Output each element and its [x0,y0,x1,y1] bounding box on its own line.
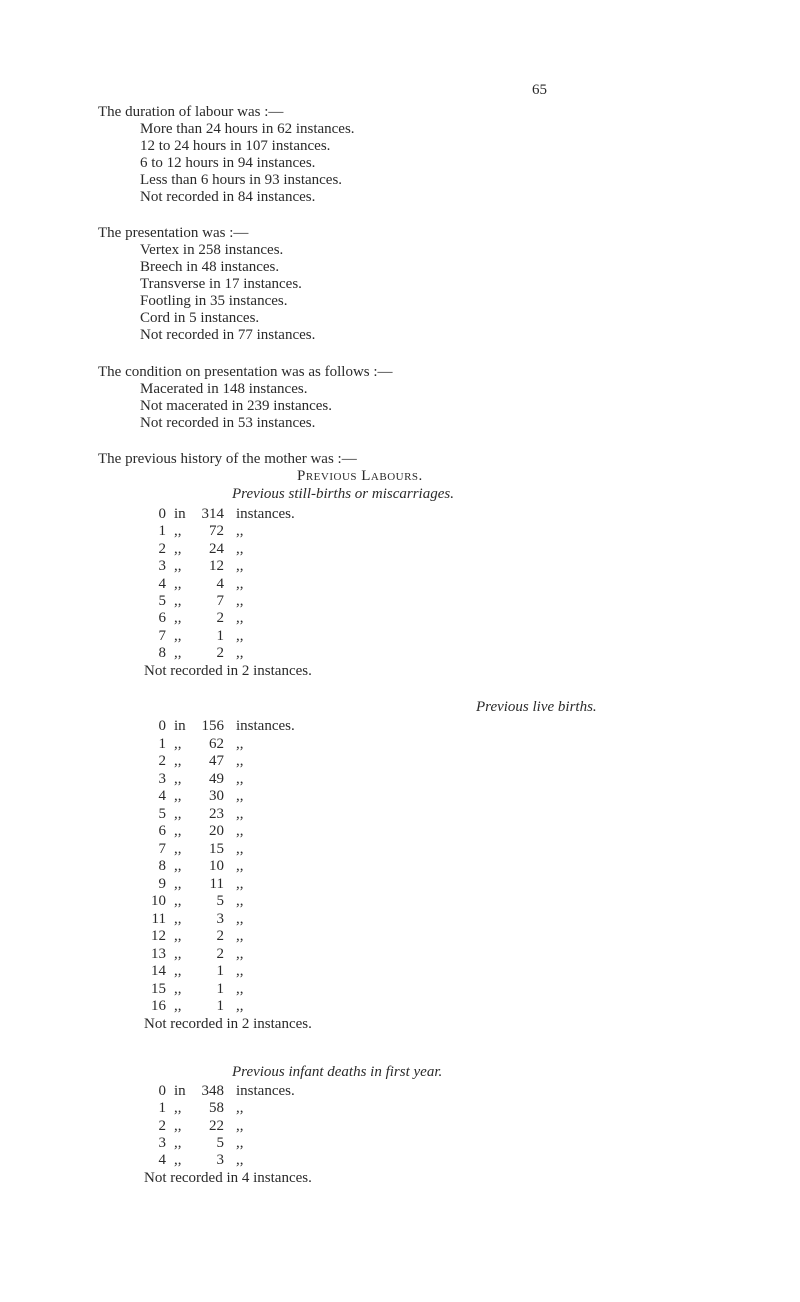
row-tail: ,, [236,540,244,557]
row-value: 2 [216,945,224,962]
not-recorded-line: Not recorded in 2 instances. [144,1015,312,1032]
row-number: 0 [158,1083,166,1099]
row-value: 2 [216,610,224,627]
row-value: 3 [216,910,224,927]
row-value: 24 [209,540,224,557]
row-number: 16 [151,998,166,1014]
row-number: 13 [151,945,166,962]
row-value: 3 [216,1152,224,1169]
row-connector: ,, [174,1100,182,1117]
row-connector: ,, [174,998,182,1014]
row-number: 12 [151,928,166,944]
presentation-item: Cord in 5 instances. [140,310,260,326]
row-connector: ,, [174,805,182,822]
row-value: 314 [201,506,224,522]
row-value: 2 [216,645,224,662]
row-connector: ,, [174,858,182,874]
labour-item: More than 24 hours in 62 instances. [140,121,355,137]
presentation-item: Transverse in 17 instances. [140,276,302,292]
row-number: 2 [158,1117,166,1134]
row-value: 1 [216,963,224,979]
row-connector: in [174,718,186,734]
row-number: 0 [158,506,166,522]
row-connector: ,, [174,1117,182,1134]
labour-item: Less than 6 hours in 93 instances. [140,172,343,188]
row-tail: ,, [236,1152,244,1169]
row-number: 3 [158,558,166,575]
row-value: 348 [201,1083,224,1099]
row-connector: ,, [174,1134,182,1151]
row-tail: ,, [236,735,244,752]
row-number: 5 [158,593,166,609]
row-number: 7 [158,627,166,644]
row-number: 3 [158,770,166,787]
row-number: 3 [158,1134,166,1151]
row-number: 5 [158,805,166,822]
labour-item: 6 to 12 hours in 94 instances. [140,155,316,171]
row-value: 30 [209,788,224,804]
row-tail: ,, [236,523,244,540]
row-tail: ,, [236,788,244,804]
labour-item: Not recorded in 84 instances. [140,189,316,205]
row-value: 47 [209,753,224,769]
row-number: 4 [158,1152,166,1169]
row-connector: ,, [174,558,182,575]
row-connector: ,, [174,593,182,609]
row-tail: ,, [236,645,244,662]
row-value: 72 [209,523,224,540]
row-connector: ,, [174,963,182,979]
row-connector: in [174,1083,186,1099]
row-value: 20 [209,823,224,839]
row-value: 22 [209,1117,224,1134]
row-connector: ,, [174,770,182,787]
not-recorded-line: Not recorded in 4 instances. [144,1169,312,1186]
row-connector: ,, [174,875,182,892]
row-value: 5 [216,1134,224,1151]
row-number: 7 [158,840,166,857]
row-tail: instances. [236,506,295,522]
row-value: 49 [209,770,224,787]
row-number: 15 [151,980,166,997]
row-value: 11 [209,875,224,892]
row-connector: ,, [174,575,182,592]
row-value: 4 [216,575,224,592]
row-value: 7 [216,593,224,609]
row-tail: instances. [236,718,295,734]
row-tail: ,, [236,627,244,644]
row-number: 1 [158,1100,166,1117]
row-tail: ,, [236,558,244,575]
presentation-item: Vertex in 258 instances. [140,242,284,258]
row-value: 1 [216,980,224,997]
presentation-item: Not recorded in 77 instances. [140,327,316,343]
row-number: 4 [158,575,166,592]
row-connector: ,, [174,540,182,557]
infant-deaths-subtitle: Previous infant deaths in first year. [232,1064,443,1080]
row-tail: ,, [236,980,244,997]
row-tail: instances. [236,1083,295,1099]
row-value: 10 [209,858,224,874]
not-recorded-line: Not recorded in 2 instances. [144,662,312,679]
row-tail: ,, [236,858,244,874]
still-births-subtitle: Previous still-births or miscarriages. [232,486,454,502]
condition-item: Not macerated in 239 instances. [140,398,333,414]
row-tail: ,, [236,963,244,979]
row-tail: ,, [236,610,244,627]
row-number: 0 [158,718,166,734]
row-tail: ,, [236,893,244,909]
row-connector: ,, [174,893,182,909]
row-number: 2 [158,753,166,769]
row-connector: ,, [174,627,182,644]
row-number: 9 [158,875,166,892]
row-value: 12 [209,558,224,575]
condition-heading: The condition on presentation was as follows :— [98,364,393,380]
row-connector: ,, [174,753,182,769]
presentation-heading: The presentation was :— [98,225,249,241]
row-tail: ,, [236,928,244,944]
row-tail: ,, [236,1117,244,1134]
row-tail: ,, [236,875,244,892]
row-tail: ,, [236,910,244,927]
row-number: 11 [151,910,166,927]
row-number: 2 [158,540,166,557]
row-connector: ,, [174,910,182,927]
row-number: 10 [151,893,166,909]
row-number: 4 [158,788,166,804]
row-connector: ,, [174,610,182,627]
condition-item: Not recorded in 53 instances. [140,415,316,431]
row-tail: ,, [236,823,244,839]
row-connector: ,, [174,735,182,752]
row-connector: ,, [174,928,182,944]
row-value: 156 [201,718,224,734]
row-value: 1 [216,998,224,1014]
live-births-subtitle: Previous live births. [476,699,597,715]
labour-item: 12 to 24 hours in 107 instances. [140,138,331,154]
row-value: 2 [216,928,224,944]
row-number: 14 [151,963,166,979]
row-number: 6 [158,823,166,839]
row-connector: in [174,506,186,522]
row-tail: ,, [236,1134,244,1151]
row-tail: ,, [236,770,244,787]
presentation-item: Footling in 35 instances. [140,293,288,309]
row-tail: ,, [236,998,244,1014]
row-connector: ,, [174,823,182,839]
row-tail: ,, [236,753,244,769]
history-heading: The previous history of the mother was :— [98,451,357,467]
row-tail: ,, [236,840,244,857]
row-connector: ,, [174,840,182,857]
row-number: 6 [158,610,166,627]
row-connector: ,, [174,980,182,997]
row-value: 1 [216,627,224,644]
labour-heading: The duration of labour was :— [98,104,284,120]
row-tail: ,, [236,805,244,822]
row-number: 8 [158,858,166,874]
presentation-item: Breech in 48 instances. [140,259,280,275]
row-connector: ,, [174,1152,182,1169]
row-tail: ,, [236,1100,244,1117]
page-number: 65 [532,82,547,98]
row-number: 1 [158,523,166,540]
row-tail: ,, [236,575,244,592]
row-connector: ,, [174,788,182,804]
row-value: 62 [209,735,224,752]
row-connector: ,, [174,645,182,662]
row-number: 8 [158,645,166,662]
row-connector: ,, [174,945,182,962]
row-connector: ,, [174,523,182,540]
row-value: 5 [216,893,224,909]
row-value: 23 [209,805,224,822]
previous-labours-title: Previous Labours. [297,468,423,484]
row-tail: ,, [236,945,244,962]
row-number: 1 [158,735,166,752]
row-value: 58 [209,1100,224,1117]
row-value: 15 [209,840,224,857]
row-tail: ,, [236,593,244,609]
condition-item: Macerated in 148 instances. [140,381,308,397]
